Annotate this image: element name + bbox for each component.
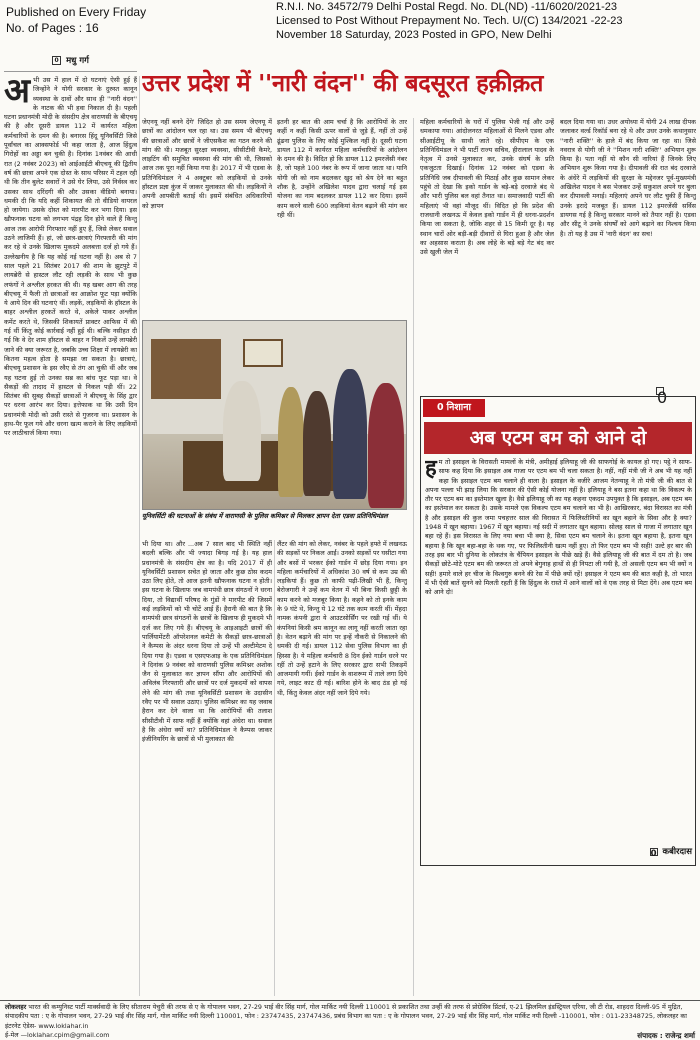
author-byline — [4, 52, 137, 72]
signature-name: कबीरदास — [662, 847, 692, 857]
news-photo — [142, 320, 407, 510]
photo-person — [303, 391, 331, 496]
story-end-marker — [656, 380, 696, 407]
nishana-tag-number: 0 — [436, 402, 444, 413]
photo-caption: यूनिवर्सिटी की घटनाओं के संबंध में वाराणसी के पुलिस कमिश्नर से मिलकर ज्ञापन देता एडवा प्रतिनिधिमंडल — [142, 512, 388, 520]
nishana-title: अब एटम बम को आने दो — [424, 422, 692, 454]
photo-person — [223, 381, 261, 481]
photo-person — [278, 387, 304, 497]
story-column-1 — [4, 76, 137, 996]
nishana-signature — [425, 846, 692, 860]
frequency-line: Published on Every Friday — [6, 5, 147, 19]
rni-line: R.N.I. No. 34572/79 Delhi Postal Regd. No. DL(ND) -11/6020/2021-23 — [276, 1, 617, 13]
footer-editor: संपादक : राजेन्द्र शर्मा — [637, 1030, 695, 1040]
nishana-drop-cap: ह — [425, 458, 437, 481]
story-column-5: बदल दिया गया था। उधर अयोध्या में योगी 24 लाख दीपक जलाकर वर्ल्ड रिकॉर्ड बना रहे थे और उधर उनके कथानुसार ''नारी शक्ति'' के हाले में बंद किया जा रहा था। जिसे नवरात्र से योगी जी ने ''मिशन नारी शक्ति'' अभियान शुरू किया है। पता नहीं यो कौन सी नारियां हैं जिनके लिए अभियान शुरू किया गया है। दीपावली की रात बंद दरवाजे के अंधेरे में लड़कियों की सुरक्षा के मद्देनजर पूर्व-मुख्यमंत्री अखिलेश यादव ने बस भेजकर उन्हें सकुशल अपने घर बुला कर दीपावली मनाई। महिलाएं अपने घर लौट चुकी हैं किन्तु उनके इरादे मजबूत हैं। डायल 112 इमरजेंसी सर्विस डायगस गई है किन्तु सरकार मानने को तैयार नहीं है। एडवा और सीटू ने उनके संघर्षों को आगे बढ़ाने का निश्चय किया है। तो यह है उस में 'नारी वंदन' का सच! — [560, 118, 696, 238]
footer-publication-name: लोकलहर — [5, 1003, 27, 1011]
footer-email: ई-मेल —loklahar.cpim@gmail.com — [5, 1030, 110, 1039]
photo-shelf — [151, 339, 221, 399]
registration-info — [276, 0, 696, 42]
drop-cap: अ — [4, 76, 30, 111]
column-divider — [274, 540, 275, 996]
story-column-2-top: जेएनयू नहीं बनने देंगे' जिदित हो उस समय जेएनयू में छात्रों का आंदोलन चल रहा था। उस समय भी बीएचयू की छात्राओं और छात्रों ने जीएसकैश का गठन करने की मांग की थी। मजबूत सुरक्षा व्यवस्था, सीसीटीवी कैमरे, लाइटिंग की समुचित व्यवस्था की मांग की थी, जिसको आज तक पूरा नहीं किया गया है। 2017 में भी एडवा के प्रतिनिधिमंडल ने 4 अक्टूबर को लड़कियों से उनके हॉस्टल प्रज्ञा कुंज में जाकर मुलाकात की थी। लड़कियों ने अपनी आपबीती बताई थी। इसमें संबंधित अधिकारियों को ज्ञापन — [142, 118, 272, 210]
story-column-2-bottom: भी दिया था। और ...अब 7 साल बाद भी स्थिति नहीं बदली बल्कि और भी ज्यादा बिगड़ गई है। यह हाल प्रधानमंत्री के संसदीय क्षेत्र का है। यदि 2017 में ही यूनिवर्सिटी प्रशासन सचेत हो जाता और कुछ ठोस कदम उठा लिए होते, तो आज इतनी खौफनाक घटना न होती। इस घटना के खिलाफ जब वामपंथी छात्र संगठनों ने धरना दिया, तो विद्यार्थी परिषद के गुंडों ने मारपीट की जिसमें कई लड़कियों को भी चोटें आई हैं। हैरानी की बात है कि वामपंथी छात्र संगठनों के छात्रों के खिलाफ ही मुकदमे भी दर्ज कर लिए गये हैं। बीएचयू के आइआइटी छात्रों की पार्लियामेंटरी ऑपरेशनल कमेटी के सैकड़ों छात्र-छात्राओं ने कैम्पस के अंदर धरना दिया तो उन्हें भी अल्टीमेटम दे दिया गया है। एडवा व एसएफआइ के एक प्रतिनिधिमंडल ने दिनांक 9 नवंबर को वाराणसी पुलिस कमिश्नर अशोक जैन से मुलाकात कर ज्ञापन सौंपा और आरोपियों की अविलंब गिरफ्तारी और छात्रों पर दर्ज मुकदमों को वापस लेने की मांग की तथा यूनिवर्सिटी प्रशासन के उदासीन रवैए पर भी सवाल उठाए। पुलिस कमिश्नर का यह जवाब हैरान कर देने वाला था कि आरोपियों की तलाश सीसीटीवी में साफ नहीं हैं क्योंकि वहां अंधेरा था। सवाल है कि अंधेरा क्यों था? प्रतिनिधिमंडल ने कैम्पस जाकर इंजीनियरिंग के छात्रों से भी मुलाकात की — [142, 540, 272, 744]
end-mark: 0 — [657, 387, 668, 407]
publication-frequency — [6, 4, 146, 36]
author-name: मधु गर्ग — [66, 56, 89, 66]
story-column-3-top: इतनी हर बात की आम चर्चा है कि आरोपियों के तार कहीं न कहीं किसी ऊपर वालों से जुड़े हैं, नहीं तो उन्हें ढूंढना पुलिस के लिए कोई मुश्किल नहीं है। दूसरी घटना डायल 112 में कार्यरत महिला कर्मचारियों के आंदोलन के दमन की है। विदित हो कि डायल 112 इमरजेंसी नंबर है, जो पहले 100 नंबर के रूप में जाना जाता था। यानि योगी जी को नाम बदलकर खुद को श्रेय देने का बहुत शौक है, उन्होंने अखिलेश यादव द्वारा चलाई गई इस योजना का नाम बदलकर डायल 112 कर दिया। इसमें काम करने वाली 600 लड़कियां वेतन बढ़ाने की मांग कर रही थीं। — [277, 118, 407, 219]
byline-marker: 0 — [52, 56, 61, 65]
photo-person — [368, 383, 404, 508]
date-line: November 18 Saturday, 2023 Posted in GPO, New Delhi — [276, 29, 552, 41]
story-text: भी उस में हाल में दो घटनाएं ऐसी हुई हैं जिन्होंने ने योगी सरकार के दुरुस्त कानून व्यवस्था के दावों और साथ ही ''नारी वंदन'' के नाटक की भी हवा निकाल दी है। पहली घटना प्रधानमंत्री मोदी के संसदीय क्षेत्र वाराणसी के बीएचयू की है और दूसरी डायल 112 में कार्यरत महिला कर्मचारियों के दमन की है। बनारस हिंदू यूनिवर्सिटी जिसे पूर्वांचल का आक्सफोर्ड भी कहा जाता है, आज हिंदुत्व गिरोहों का अड्डा बन चुकी है। दिनांक 1नवंबर की आधी रात (2 नवंबर 2023) को आईआईटी बीएचयू की द्वितीय वर्ष की छात्रा अपने एक दोस्त के साथ परिसर में टहल रही थी कि तीन बुलेट सवारों ने उसे घेर लिया, उसे निर्वस्त्र कर उसका साथ दरिंदगी की और उसका वीडियो बनाया। धमकी दी कि यदि कहीं शिकायत की तो वीडियो वायरल हो जायेगा। उसके दोस्त को मारपीट कर भगा दिया। इस खौफनाक घटना को लगभग पंद्रह दिन होने वाले हैं किन्तु आज तक आरोपी गिरफ्तार नहीं हुए हैं, जिसे लेकर सवाल उठने लाजिमी हैं। हां, जो छात्र-छात्राएं गिरफ्तारी की मांग कर रहे थे उनके खिलाफ मुकदमे अलबत्ता दर्ज हो गये हैं। उल्लेखनीय है कि यह कोई नई घटना नहीं है। अब से 7 साल पहले 21 सितंबर 2017 की शाम के झुटपुटे में लायब्रेरी से हास्टल लौट रही लड़की के साथ भी कुछ लफंगों ने अश्लील हरकत की थी। यह खबर आग की तरह बीएचयू में फैली तो छात्राओं का आक्रोश फूट पड़ा क्योंकि ये आये दिन की घटनाएं थीं। लड़कें, लड़कियों के हॉस्टल के बाहर अश्लील हरकतें करते थे, अकेले पाकर अश्लील कमेंट करते थे, जिसकी शिकायतें प्राक्टर आफिस में की गई थीं किंतु कोई कार्रवाई नहीं हुई थी। बल्कि नसीहत दी गई कि वे देर शाम हॉस्टल से बाहर न निकलें उन्हें लायब्रेरी जाने की क्या जरूरत है, जबकि उच्च शिक्षा में लायब्रेरी का कितना महत्व होता है समझा जा सकता है। छात्राएं, बीएचयू प्रशासन के इस रवैए से तंग आ चुकी थीं और जब यह घटना हुई तो उनका सब्र का बांध फूट पड़ा था। वे सैकड़ों की तादाद में हास्टल से निकल पड़ी थीं। 22 सितंबर की सुबह सैकड़ों छात्राओं ने बीएचयू के सिंह द्वार पर धरना आरंभ कर दिया। इत्तेफाक था कि उसी दिन प्रधानमंत्री मोदी को उसी रास्ते से गुजरना था। प्रशासन के हाथ-पैर फूल गये और धरना खत्म कराने के लिए लड़कियों पर लाठीचार्ज किया गया। — [4, 76, 137, 438]
nishana-tag-label: निशाना — [446, 402, 471, 413]
main-headline: उत्तर प्रदेश में ''नारी वंदन'' की बदसूरत हक़ीक़त — [142, 69, 544, 97]
column-divider — [139, 76, 140, 996]
signature-marker: 0 — [650, 848, 657, 859]
photo-person — [333, 369, 367, 499]
column-divider — [413, 118, 414, 996]
imprint-footer — [0, 1000, 700, 1040]
page-count-line: No. of Pages : 16 — [6, 21, 99, 35]
story-column-3-bottom: लैंटर की मांग को लेकर, नवंबर के पहले हफ्ते में लखनऊ की सड़कों पर निकल आईं। उनको सड़कों पर घसीटा गया और बसों में भरकर ईको गार्डन में छोड़ दिया गया। इन महिला कर्मचारियों में अधिकांश 30 वर्ष से कम उम्र की लड़कियां हैं। कुछ तो काफी पढ़ी-लिखी भी हैं, किन्तु बेरोजगारी ने उन्हें कम वेतन में भी बिना किसी छुट्टी के काम करने को मजबूर किया है। कहने को तो इनके काम के 9 घंटे थे, किन्तु ये 12 घंटे तक काम करती थीं। मेंहदा नामक कंपनी द्वारा ये आउटसोर्सिंग पर रखी गई थीं। ये कंपनियां किसी श्रम कानून का लागू नहीं करती जाता रहा है। वेतन बढ़ाने की मांग पर इन्हें नौकरी से निकालने की धमकी दी गई। डायल 112 सेवा पुलिस विभाग का ही हिस्सा है। ये महिला कर्मचारी 8 दिन ईको गार्डन धरने पर रहीं तो उन्हें हटाने के लिए सरकार द्वारा सभी तिकड़में आजमायी गयीं। ईको गार्डन के वाशरूम में ताले लगा दिये गये, लाइट काट दी गई। बारिश होने के बाद ठंड हो गई थी, किंतु केवल अंदर नहीं जाने दिये गये। — [277, 540, 407, 697]
nishana-text — [425, 458, 692, 846]
story-column-4: महिला कर्मचारियों के घरों में पुलिस भेजी गई और उन्हें धमकाया गया। आंदोलनरत महिलाओं से मिलने एडवा और सीआईटीयू के साथी जाते रहे। सीपीएम के एक प्रतिनिधिमंडल ने भी पार्टी राज्य सचिव, हीरालाल यादव के नेतृत्व में उनसे मुलाकात कर, उनके संघर्ष के प्रति एकजुटता दिखाई। दिनांक 12 नवंबर को एडवा के प्रतिनिधि जब दीपावली की मिठाई और कुछ सामान लेकर पहुंचे तो देखा कि इको गार्डन के बड़े-बड़े दरवाजे बंद थे और भारी पुलिस बल वहां तैनात था। समाजवादी पार्टी की महिलाएं भी वहां मौजूद थीं। विदित हो कि प्रदेश की राजधानी लखनऊ में केवल इको गार्डन में ही धरना-प्रदर्शन किया जा सकता है, जोकि शहर से 15 किमी दूर है। यह स्थान चारों ओर बड़ी-बड़ी दीवारों से घिरा हुआ है और जेल का अहसास कराता है। अब लोहे के बड़े बड़े गेट बंद कर उसे खुली जेल में — [420, 118, 554, 257]
footer-imprint: भारत की कम्युनिस्ट पार्टी मार्क्सवादी के लिए सीताराम येचुरी की तरफ से ए के गोपालन भवन, 27-29 भाई वीर सिंह मार्ग, गोल मार्किट नयी दिल्ली 110001 से प्रकाशित तथा उन्हीं की तरफ से प्रोग्रेसिव प्रिंटर्स, ए-21 झिलमिल इंडस्ट्रियल एरिया, जी टी रोड, शाहदरा दिल्ली-95 में मुद्रित, संपादकीय पता : ए के गोपालन भवन, 27-29 भाई वीर सिंह मार्ग, गोल मार्किट नयी दिल्ली 110001, फोन : 23747435, 23747436, प्रबंध विभाग का पता : ए के गोपालन भवन, 27-29 भाई वीर सिंह मार्ग, गोल मार्किट नयी दिल्ली -110001, फोन : 011-23348725, — [5, 1003, 683, 1021]
license-line: Licensed to Post Without Prepayment No. Tech. U/(C) 134/2021 -22-23 — [276, 15, 623, 27]
nishana-tag — [423, 399, 485, 417]
nishana-body: म तो इसाइल के विरासती मामलों के मंत्री, अमीहाई इलियाहू जी की साफगोई के कायल हो गए। पट्ठे ने साफ-साफ कह दिया कि इसाइल अब गाजा पर एटम बम भी चला सकता है। नहीं, नहीं मंत्री जी ने अब भी यह नहीं कहा कि इसाइल एटम बम चलाने ही वाला है। इसाइल के वजीरे आजम नेतन्याहू ने तो मंत्री जी की बात से अपना पल्ला भी झाड़ लिया कि सरकार की ऐसी कोई योजना नहीं है। इलियाहू ने बस इतना कहा था कि विकल्प के तौर पर एटम बम का इस्तेमाल खुला है। वैसे इलियाहू जी का यह कहना एकदम उपयुक्त है कि इसाइल, अब एटम बम का इस्तेमाल कर सकता है। उसके मामले एक विकल्प एटम बम चलाने का भी है। आखिरकार, बंदा विरासत का मंत्री है और इसाइल की कुल जमा पचहत्तर साल की विरासत में फिलिस्तीनियों का खून बहाने के सिवा और है क्या? 1948 में खून बहाया। 1967 में खून बहाया। नई सदी में लगातार खून बहाया। सोलह साल से गाजा में लगातार खून बहा रहे हैं। इस विरासत के लिए नया बचा भी क्या है, सिवा एटम बम चलाने के। इतना खून बहाया है, इतना खून बहाया है कि खून बहा-बहा के थक गए, पर फिलिस्तीनी खत्म नहीं हुए। तो फिर एटम बम भी सही! उल्टे हर बार की तरह इस बार भी दुनिया के लोकतंत्र के चैंपियन इसाइल के पीछे खड़े हैं। वैसे इलियाहू जी की बात में दम तो है। जब सैकड़ों छोटे-मोटे एटम बम की जरूरत तो अपने बेगुनाह हाथों से ही निपटा ली गयी है, तो असली एटम बम भी क्यों न सही! हमारे वाले हर चीज के विश्वगुरु बनने की रेस में पीछे क्यों रहें! इसाइल ने एटम बम की बात कही है, तो भारत में भी ऐसी बातें सुनने को मिलती रहती हैं कि हिंदुत्व के रास्ते में आने वालों को वे एक तरह से मिटा देंगे। अब एटम बम को आने दो! — [425, 458, 692, 597]
photo-frame — [243, 339, 283, 367]
masthead-strip — [0, 0, 700, 46]
footer-website: लोकलहर का इंटरनेट ऐडेस- www.loklahar.in — [5, 1012, 687, 1030]
